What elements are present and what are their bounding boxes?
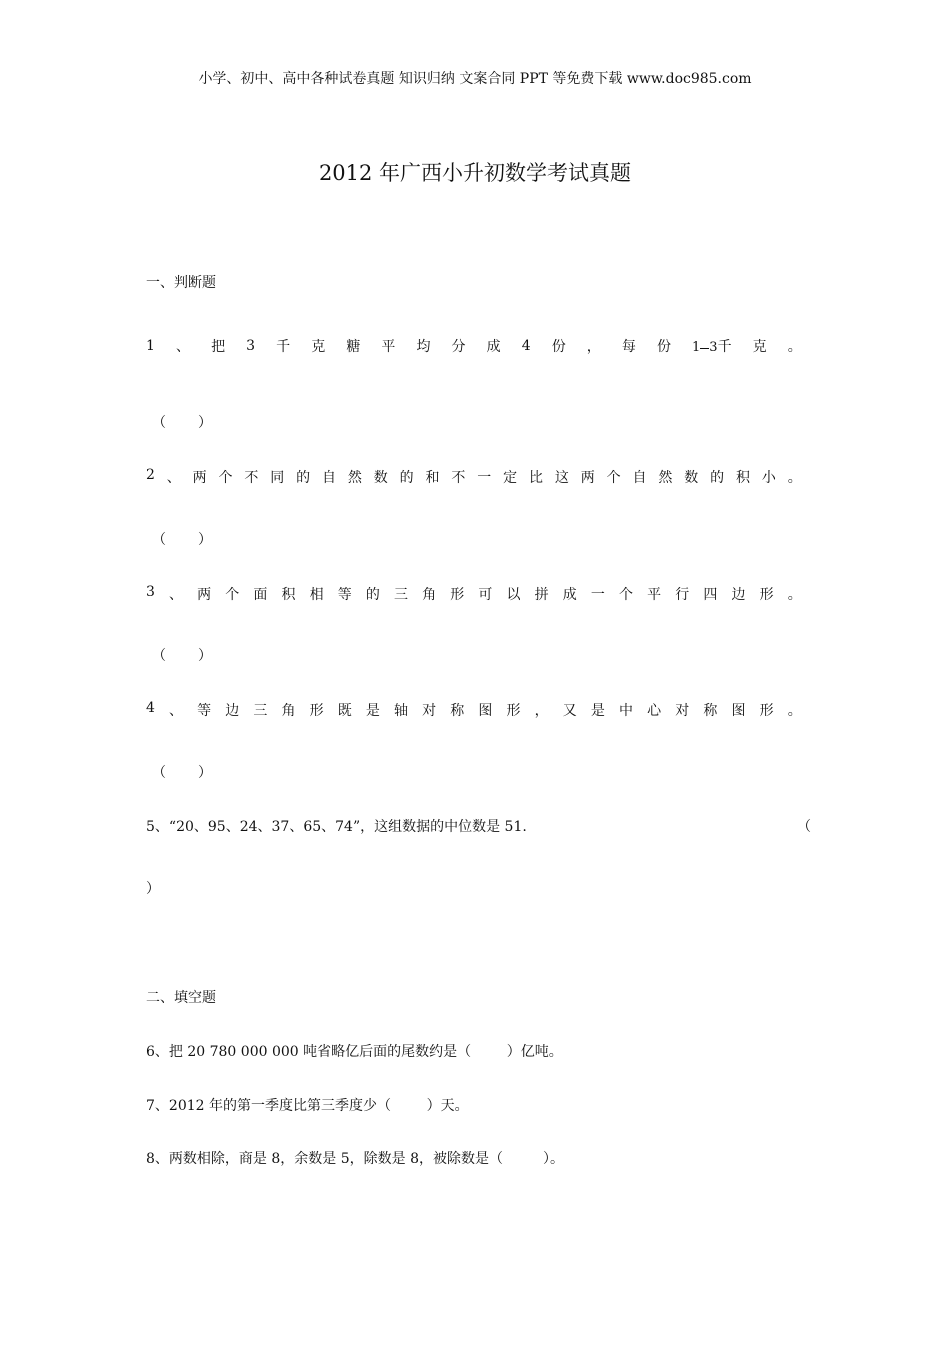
paren-open: （ (152, 765, 166, 781)
paren-close: ） (198, 765, 212, 781)
fraction-numerator: 1 (692, 340, 701, 355)
paren-close: ） (198, 648, 212, 664)
question-4: 4 、 等 边 三 角 形 既 是 轴 对 称 图 形 ， 又 是 中 心 对 称 图 形 。 (146, 700, 802, 719)
paren-open: （ (152, 648, 166, 664)
answer-paren-1[interactable] (152, 412, 212, 432)
fraction-one-third (692, 341, 718, 354)
section-heading-fill: 二、填空题 (146, 990, 216, 1006)
paren-open: （ (152, 532, 166, 548)
answer-paren-4[interactable] (152, 762, 212, 782)
paren-close: ） (198, 532, 212, 548)
answer-paren-5-close[interactable]: ） (146, 881, 160, 897)
answer-paren-5-open[interactable]: （ (797, 819, 811, 835)
answer-paren-3[interactable] (152, 645, 212, 665)
question-7: 7、2012 年的第一季度比第三季度少（ ）天。 (146, 1098, 469, 1114)
question-1: 1 、 把 3 千 克 糖 平 均 分 成 4 份 ， 每 份 1 3千 克 。 (146, 338, 802, 355)
page-header: 小学、初中、高中各种试卷真题 知识归纳 文案合同 PPT 等免费下载 www.doc985.com (198, 71, 752, 87)
question-3: 3 、 两 个 面 积 相 等 的 三 角 形 可 以 拼 成 一 个 平 行 四 边 形 。 (146, 584, 802, 603)
question-8: 8、两数相除，商是 8，余数是 5，除数是 8，被除数是（ ）。 (146, 1151, 565, 1167)
question-2: 2 、 两 个 不 同 的 自 然 数 的 和 不 一 定 比 这 两 个 自 然 数 的 积 小 。 (146, 467, 802, 486)
answer-paren-2[interactable] (152, 529, 212, 549)
question-6: 6、把 20 780 000 000 吨省略亿后面的尾数约是（ ）亿吨。 (146, 1044, 563, 1060)
page-title: 2012 年广西小升初数学考试真题 (318, 161, 632, 185)
paren-open: （ (152, 415, 166, 431)
question-5: 5、“20、95、24、37、65、74”，这组数据的中位数是 51. (146, 819, 527, 835)
paren-close: ） (198, 415, 212, 431)
section-heading-judgement: 一、判断题 (146, 275, 216, 291)
fraction-denominator: 3 (709, 340, 718, 355)
